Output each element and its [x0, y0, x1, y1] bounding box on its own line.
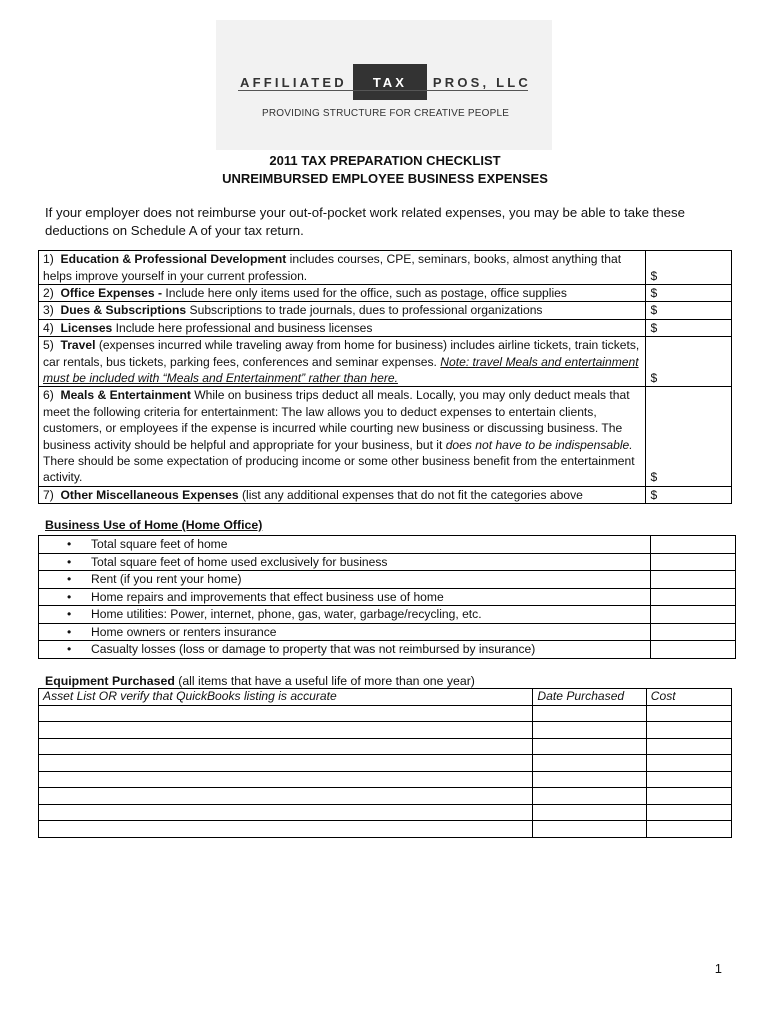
home-row: • Home owners or renters insurance	[39, 623, 736, 641]
logo-part1: AFFILIATED	[240, 74, 347, 90]
home-value-cell[interactable]	[651, 641, 736, 659]
intro-paragraph: If your employer does not reimburse your out-of-pocket work related expenses, you may be able to take these deductions on Schedule A of your tax return.	[45, 205, 685, 238]
home-value-cell[interactable]	[651, 553, 736, 571]
equipment-row	[39, 755, 732, 772]
expense-row: 6) Meals & Entertainment While on business trips deduct all meals. Locally, you may only deduct meals that meet the following criteria for entertainment: The law allows you to deduct expenses to entertain clients, customers, or employees if the expense is incurred while courting new business or discussing business. The business activity should be helpful and appropriate for your business, but it does not have to be indispensable. There should be some expectation of producing income or some other business benefit from the entertainment activity. $	[39, 387, 732, 486]
home-row: • Rent (if you rent your home)	[39, 571, 736, 589]
amount-cell[interactable]: $	[645, 302, 732, 319]
home-value-cell[interactable]	[651, 571, 736, 589]
expense-row: 3) Dues & Subscriptions Subscriptions to trade journals, dues to professional organizations $	[39, 302, 732, 319]
equipment-row	[39, 788, 732, 805]
home-value-cell[interactable]	[651, 588, 736, 606]
bullet-icon: •	[67, 642, 72, 656]
amount-cell[interactable]: $	[645, 319, 732, 336]
home-row: • Casualty losses (loss or damage to property that was not reimbursed by insurance)	[39, 641, 736, 659]
company-logo	[216, 20, 552, 150]
logo-part2: TAX	[353, 64, 427, 100]
page-number: 1	[714, 961, 722, 976]
expense-label: Travel	[60, 338, 96, 353]
equipment-row	[39, 771, 732, 788]
expense-row: 5) Travel (expenses incurred while traveling away from home for business) includes airline tickets, train tickets, car rentals, bus tickets, parking fees, conferences and seminar expenses. Note: travel Meals and entertainment must be included with “Meals and Entertainment” rather than here. $	[39, 337, 732, 387]
expense-label: Office Expenses -	[60, 286, 166, 300]
equipment-row	[39, 821, 732, 838]
page-title: 2011 TAX PREPARATION CHECKLIST	[269, 153, 501, 168]
expense-row: 2) Office Expenses - Include here only items used for the office, such as postage, office supplies $	[39, 285, 732, 302]
amount-cell[interactable]: $	[645, 486, 732, 503]
bullet-icon: •	[67, 537, 72, 551]
bullet-icon: •	[67, 589, 72, 604]
logo-tagline: PROVIDING STRUCTURE FOR CREATIVE PEOPLE	[262, 108, 510, 119]
amount-cell[interactable]: $	[645, 387, 732, 486]
logo-part3: PROS, LLC	[432, 74, 531, 90]
bullet-icon: •	[67, 572, 72, 586]
equipment-header-row	[39, 689, 732, 706]
page-subtitle: UNREIMBURSED EMPLOYEE BUSINESS EXPENSES	[222, 171, 548, 186]
date-column-header: Date Purchased	[533, 689, 646, 706]
logo-rule	[238, 90, 528, 91]
bullet-icon: •	[67, 607, 72, 621]
home-office-heading: Business Use of Home (Home Office)	[45, 518, 263, 532]
equipment-row	[39, 722, 732, 739]
home-row: • Total square feet of home	[39, 536, 736, 554]
amount-cell[interactable]: $	[645, 285, 732, 302]
expense-label: Dues & Subscriptions	[60, 303, 187, 318]
amount-cell[interactable]: $	[645, 337, 732, 387]
home-value-cell[interactable]	[651, 623, 736, 641]
home-value-cell[interactable]	[651, 536, 736, 554]
bullet-icon: •	[67, 624, 72, 639]
expense-label: Other Miscellaneous Expenses	[60, 487, 239, 502]
asset-column-header: Asset List OR verify that QuickBooks listing is accurate	[39, 689, 533, 706]
amount-cell[interactable]: $	[645, 251, 732, 285]
expense-row: 4) Licenses Include here professional and business licenses $	[39, 319, 732, 336]
expense-row: 7) Other Miscellaneous Expenses (list any additional expenses that do not fit the categories above $	[39, 486, 732, 503]
travel-note: Note: travel Meals and entertainment must be included with “Meals and Entertainment” rather than here.	[43, 354, 639, 386]
equipment-heading: Equipment Purchased (all items that have a useful life of more than one year)	[45, 674, 475, 688]
bullet-icon: •	[67, 554, 72, 569]
home-office-table	[38, 535, 736, 659]
expense-table	[38, 250, 732, 504]
equipment-row	[39, 705, 732, 722]
expense-label: Licenses	[60, 320, 113, 335]
home-value-cell[interactable]	[651, 606, 736, 624]
expense-label: Education & Professional Development	[60, 252, 287, 267]
expense-row: 1) Education & Professional Development includes courses, CPE, seminars, books, almost anything that helps improve yourself in your current profession. $	[39, 251, 732, 285]
equipment-row	[39, 738, 732, 755]
cost-column-header: Cost	[646, 689, 731, 706]
home-row: • Home repairs and improvements that effect business use of home	[39, 588, 736, 606]
equipment-table	[38, 688, 732, 838]
logo-wordmark	[240, 64, 531, 100]
equipment-row	[39, 804, 732, 821]
expense-label: Meals & Entertainment	[60, 388, 191, 403]
home-row: • Total square feet of home used exclusively for business	[39, 553, 736, 571]
home-row: • Home utilities: Power, internet, phone, gas, water, garbage/recycling, etc.	[39, 606, 736, 624]
